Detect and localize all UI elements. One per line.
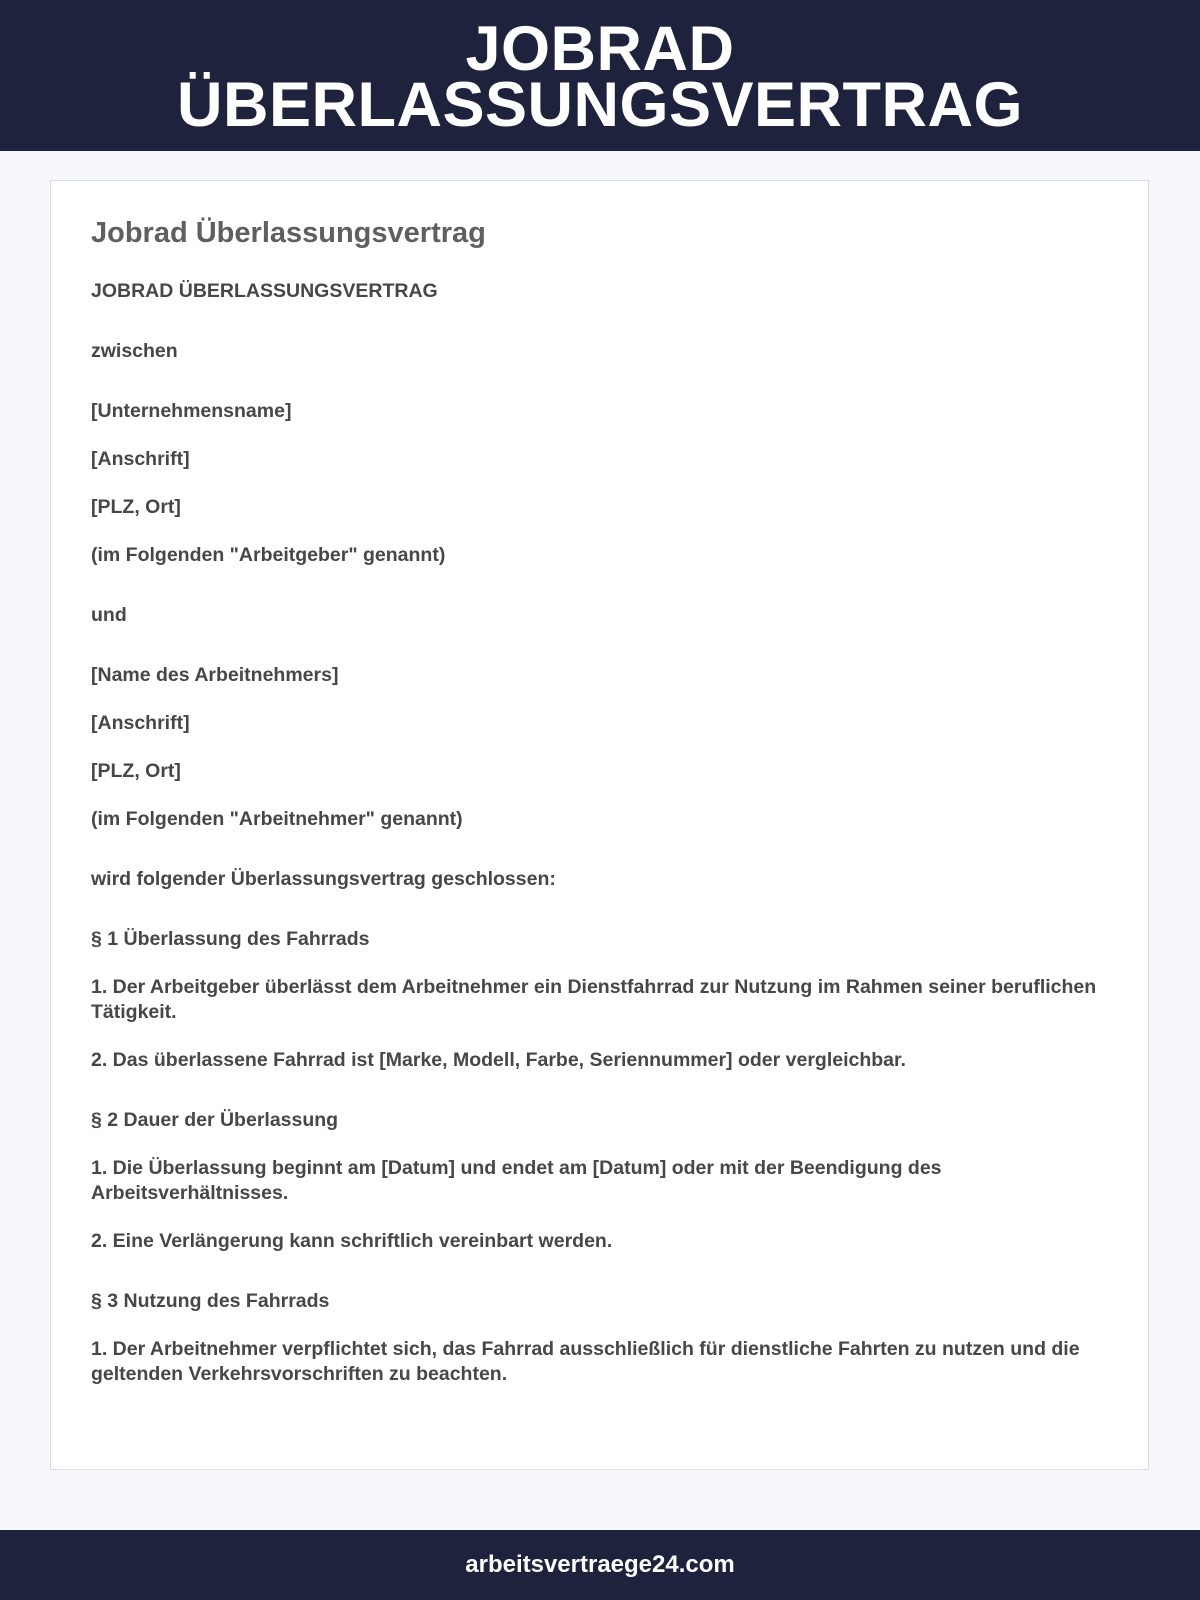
employee-designation: (im Folgenden "Arbeitnehmer" genannt) bbox=[91, 808, 463, 830]
banner-title bbox=[176, 13, 1024, 140]
banner-title-line-1: JOBRAD bbox=[465, 13, 735, 84]
section-2-clause-2: 2. Eine Verlängerung kann schriftlich vereinbart werden. bbox=[91, 1230, 613, 1252]
section-1-clause-1: 1. Der Arbeitgeber überlässt dem Arbeitnehmer ein Dienstfahrrad zur Nutzung im Rahmen seiner beruflichen Tätigkeit. bbox=[91, 976, 1097, 1023]
section-3-clause-1: 1. Der Arbeitnehmer verpflichtet sich, das Fahrrad ausschließlich für dienstliche Fahrten zu nutzen und die geltenden Verkehrsvorschriften zu beachten. bbox=[91, 1338, 1080, 1385]
banner-title-line-2: ÜBERLASSUNGSVERTRAG bbox=[176, 69, 1024, 140]
employee-postal-city: [PLZ, Ort] bbox=[91, 760, 181, 782]
employee-name: [Name des Arbeitnehmers] bbox=[91, 664, 339, 686]
bottom-banner bbox=[0, 1530, 1200, 1600]
employer-company-name: [Unternehmensname] bbox=[91, 400, 292, 422]
footer-website: arbeitsvertraege24.com bbox=[465, 1551, 735, 1578]
contract-intro: wird folgender Überlassungsvertrag geschlossen: bbox=[91, 868, 556, 890]
and-label: und bbox=[91, 604, 127, 626]
employer-postal-city: [PLZ, Ort] bbox=[91, 496, 181, 518]
section-3-heading: § 3 Nutzung des Fahrrads bbox=[91, 1290, 330, 1312]
employee-address: [Anschrift] bbox=[91, 712, 190, 734]
document-body bbox=[91, 279, 1101, 1387]
document-heading: Jobrad Überlassungsvertrag bbox=[91, 217, 486, 249]
employer-designation: (im Folgenden "Arbeitgeber" genannt) bbox=[91, 544, 446, 566]
employer-address: [Anschrift] bbox=[91, 448, 190, 470]
section-2-clause-1: 1. Die Überlassung beginnt am [Datum] und endet am [Datum] oder mit der Beendigung des Arbeitsverhältnisses. bbox=[91, 1157, 942, 1204]
section-1-clause-2: 2. Das überlassene Fahrrad ist [Marke, Modell, Farbe, Seriennummer] oder vergleichbar. bbox=[91, 1049, 906, 1071]
section-2-heading: § 2 Dauer der Überlassung bbox=[91, 1109, 339, 1131]
contract-title: JOBRAD ÜBERLASSUNGSVERTRAG bbox=[91, 280, 438, 302]
document-card bbox=[50, 180, 1149, 1470]
between-label: zwischen bbox=[91, 340, 178, 362]
top-banner bbox=[0, 0, 1200, 151]
section-1-heading: § 1 Überlassung des Fahrrads bbox=[91, 928, 370, 950]
